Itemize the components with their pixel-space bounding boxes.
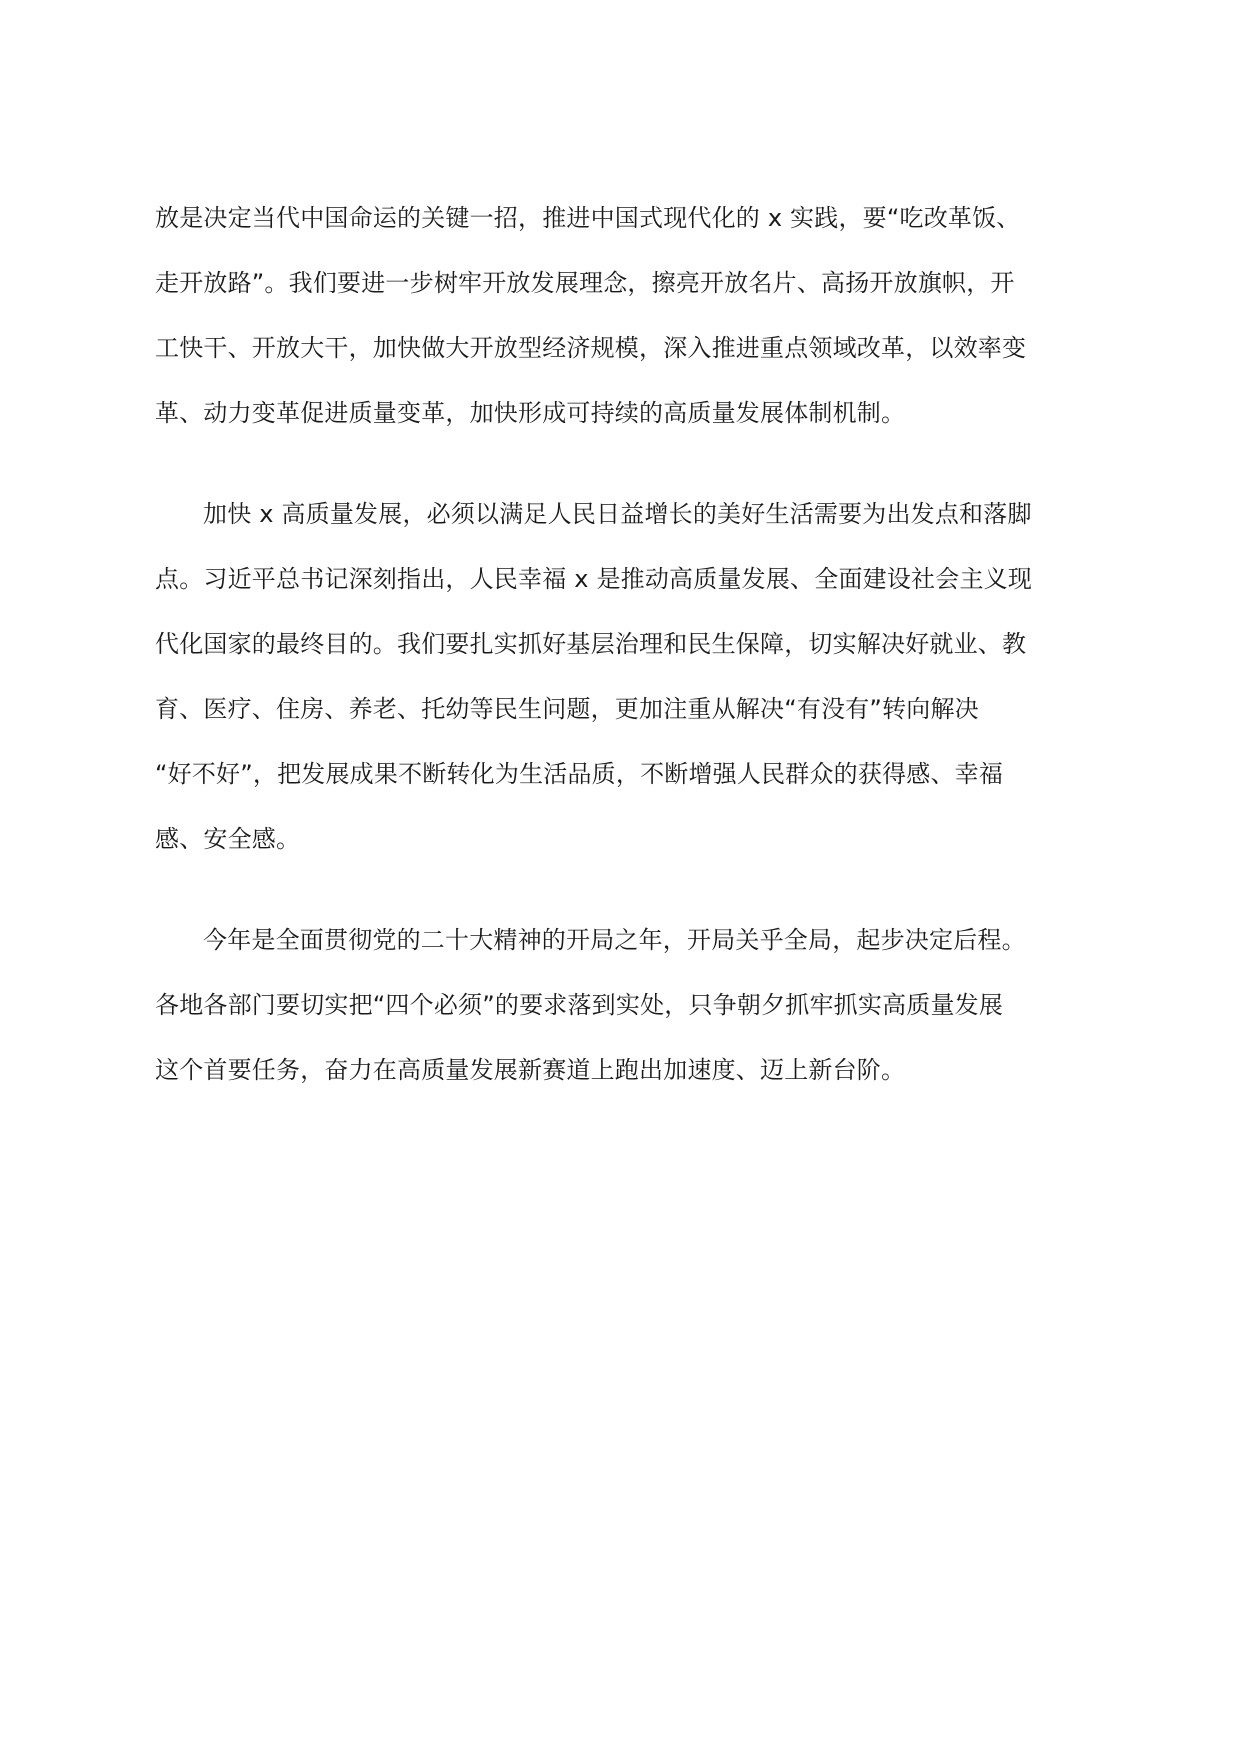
text-line: 放是决定当代中国命运的关键一招，推进中国式现代化的 x 实践，要“吃改革饭、 — [155, 204, 1021, 232]
text-line: 革、动力变革促进质量变革，加快形成可持续的高质量发展体制机制。 — [155, 399, 906, 427]
paragraph-3 — [155, 908, 1067, 1103]
text-line: “好不好”，把发展成果不断转化为生活品质，不断增强人民群众的获得感、幸福 — [155, 760, 1004, 788]
text-line: 走开放路”。我们要进一步树牢开放发展理念，擦亮开放名片、高扬开放旗帜，开 — [155, 269, 1015, 297]
text-line: 今年是全面贯彻党的二十大精神的开局之年，开局关乎全局，起步决定后程。 — [203, 926, 1026, 954]
text-line: 这个首要任务，奋力在高质量发展新赛道上跑出加速度、迈上新台阶。 — [155, 1056, 906, 1084]
text-line: 加快 x 高质量发展，必须以满足人民日益增长的美好生活需要为出发点和落脚 — [203, 500, 1032, 528]
text-line: 点。习近平总书记深刻指出，人民幸福 x 是推动高质量发展、全面建设社会主义现 — [155, 565, 1033, 593]
document-body — [155, 186, 1067, 1139]
text-line: 育、医疗、住房、养老、托幼等民生问题，更加注重从解决“有没有”转向解决 — [155, 695, 979, 723]
paragraph-1 — [155, 186, 1067, 446]
text-line: 感、安全感。 — [155, 825, 301, 853]
text-line: 工快干、开放大干，加快做大开放型经济规模，深入推进重点领域改革，以效率变 — [155, 334, 1027, 362]
text-line: 代化国家的最终目的。我们要扎实抓好基层治理和民生保障，切实解决好就业、教 — [155, 630, 1027, 658]
text-line: 各地各部门要切实把“四个必须”的要求落到实处，只争朝夕抓牢抓实高质量发展 — [155, 991, 1004, 1019]
paragraph-2 — [155, 482, 1067, 872]
